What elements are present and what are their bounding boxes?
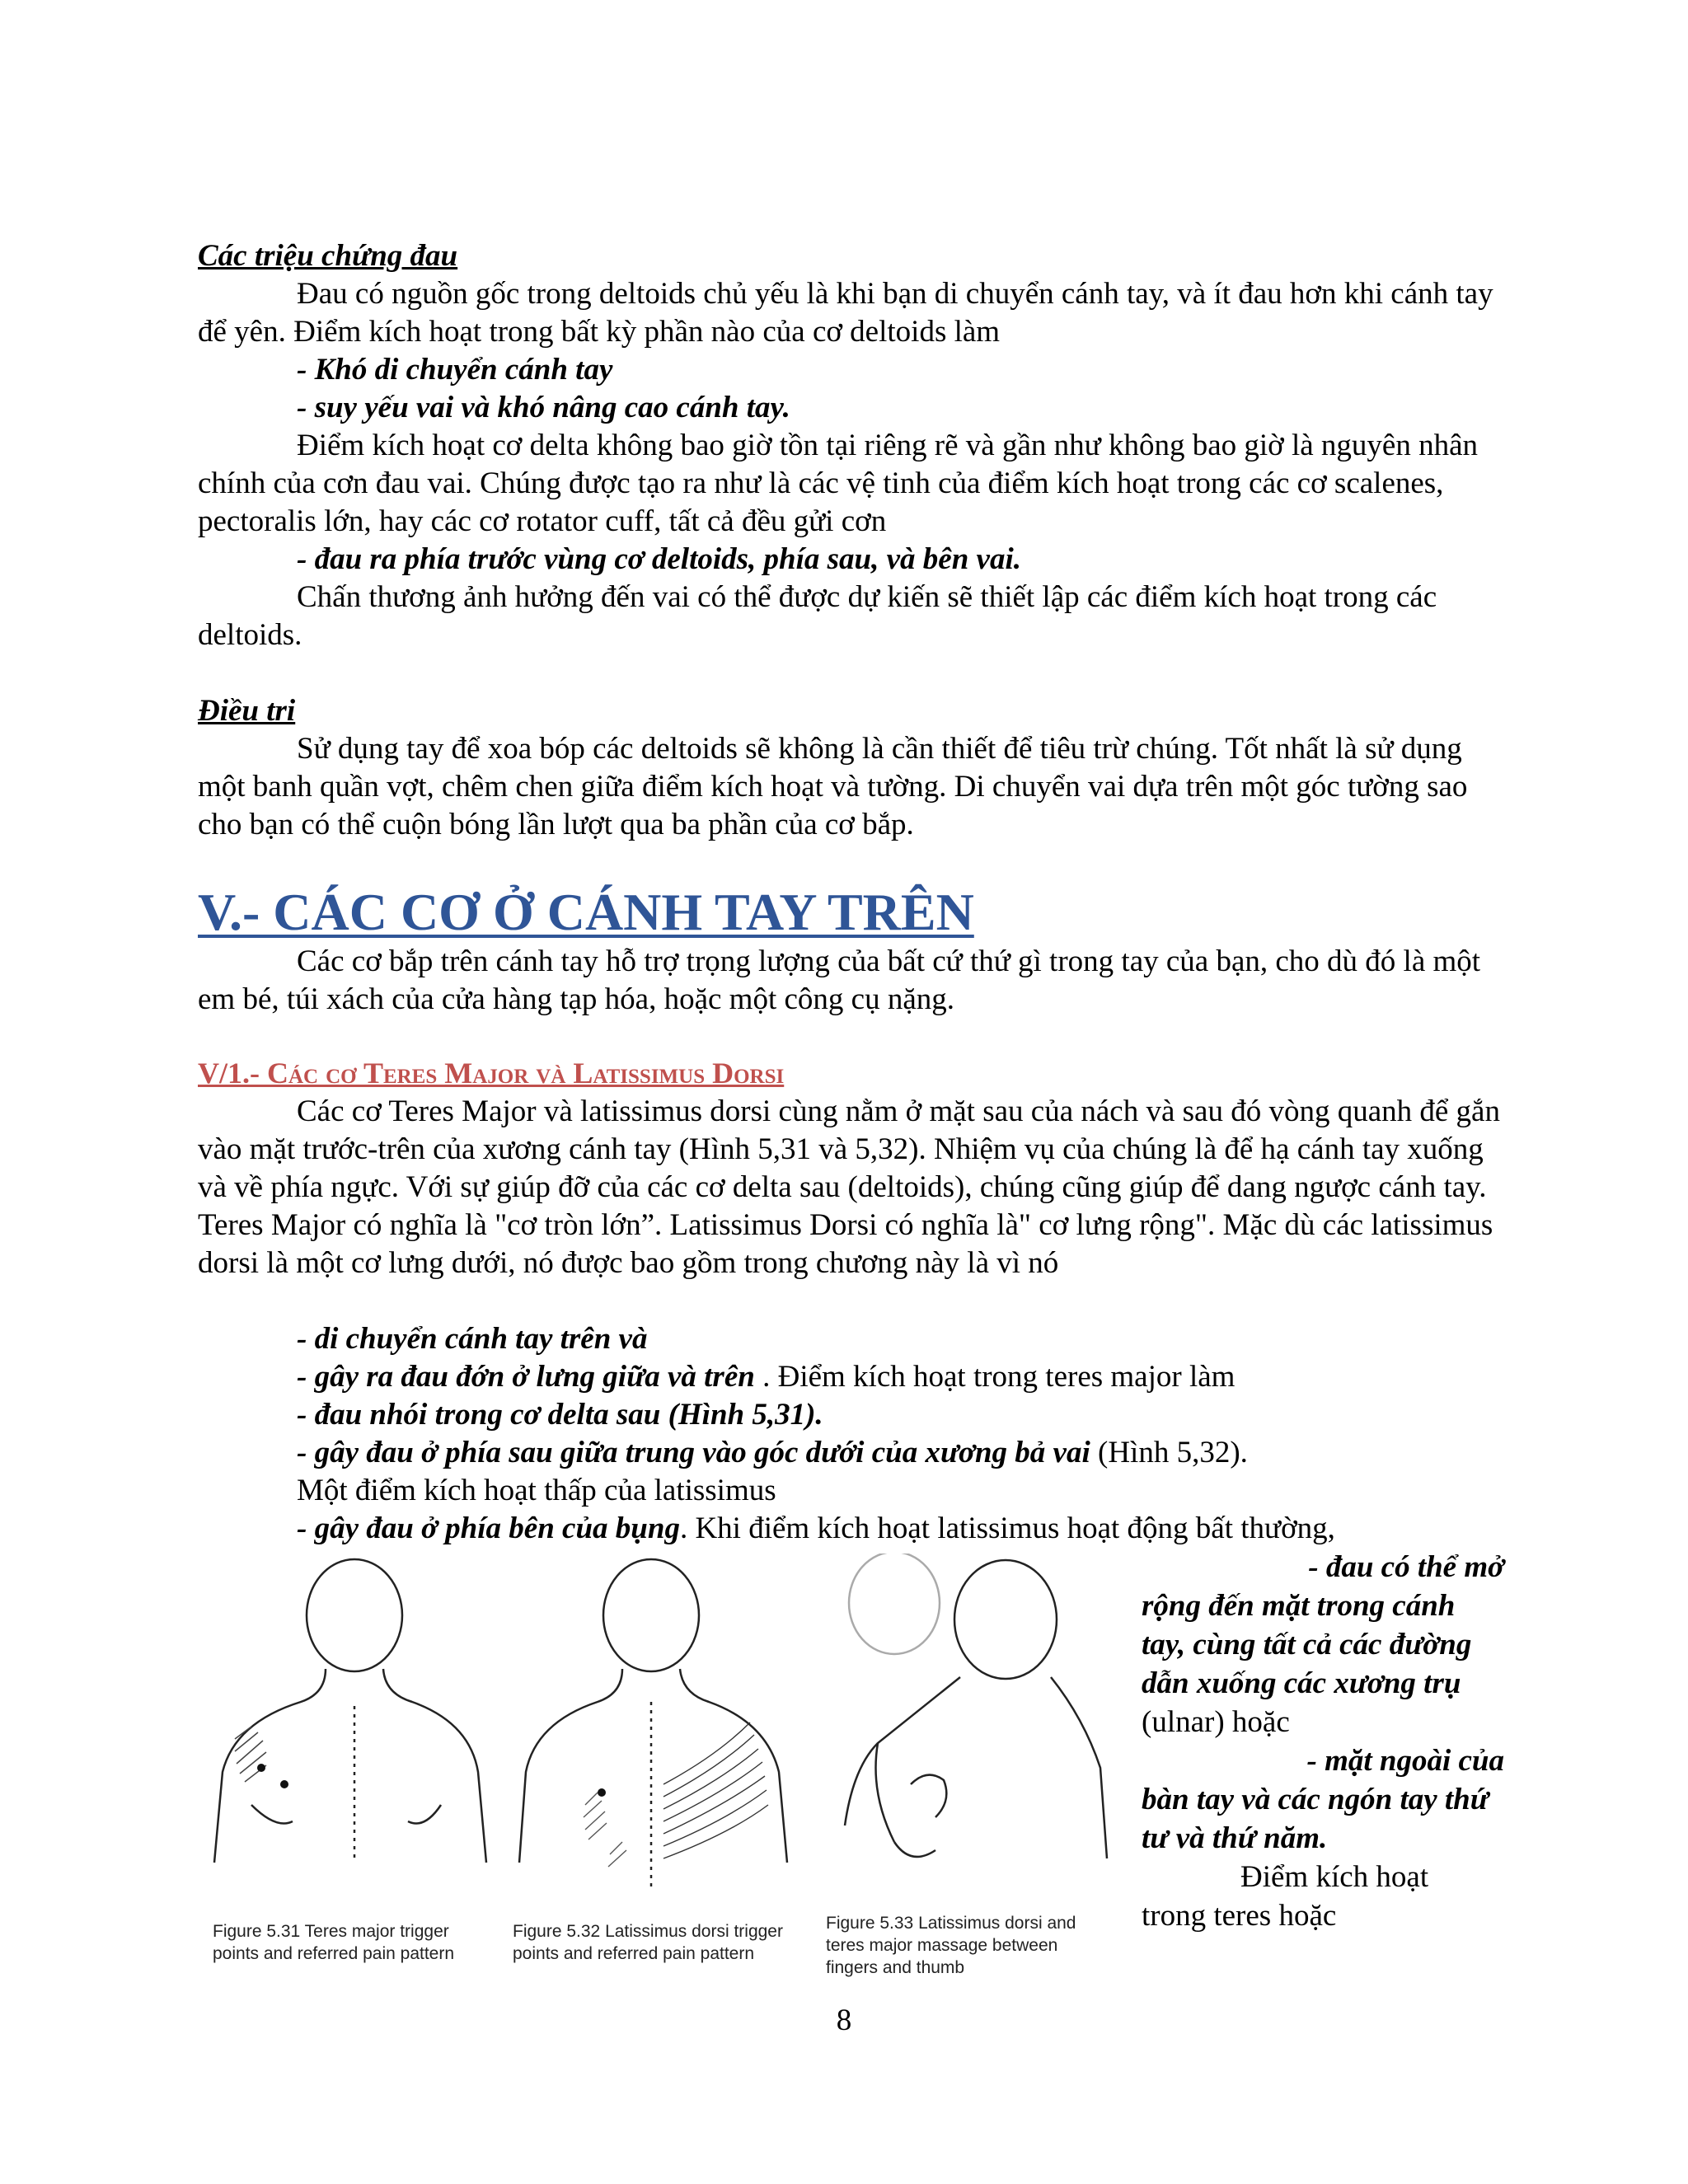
section-title: V.- CÁC CƠ Ở CÁNH TAY TRÊN (198, 883, 974, 941)
side-text-5: Điểm kích hoạt (1240, 1860, 1429, 1894)
figure-5-33-caption: Figure 5.33 Latissimus dorsi and teres major massage between fingers and thumb (826, 1914, 1076, 1977)
subsection-bullet-4: - gây đau ở phía sau giữa trung vào góc dưới của xương bả vai (297, 1436, 1090, 1469)
side-text-2-line (1142, 1586, 1504, 1741)
subsection-bullet-3: - đau nhói trong cơ delta sau (Hình 5,31). (297, 1398, 823, 1432)
side-text-1: - đau có thể mở (1308, 1550, 1504, 1584)
subsection-bullet-2-line (297, 1358, 1500, 1396)
page-number: 8 (836, 2004, 852, 2037)
subsection-bullet-5-tail: . Khi điểm kích hoạt latissimus hoạt động bất thường, (679, 1511, 1335, 1545)
subsection-bullet-5: - gây đau ở phía bên của bụng (297, 1511, 680, 1545)
subsection-paragraph-2: Một điểm kích hoạt thấp của latissimus (297, 1474, 776, 1507)
treatment-paragraph: Sử dụng tay để xoa bóp các deltoids sẽ không là cần thiết để tiêu trừ chúng. Tốt nhất là sử dụng một banh quần vợt, chêm chen giữa điểm kích hoạt và tường. Di chuyển vai dựa trên một góc tường sao cho bạn có thể cuộn bóng lần lượt qua ba phần của cơ bắp. (198, 732, 1468, 841)
subsection-bullet-2: - gây ra đau đớn ở lưng giữa và trên (297, 1360, 755, 1394)
symptoms-bullet-1: - Khó di chuyển cánh tay (297, 353, 613, 387)
subsection-bullet-5-line (297, 1510, 1500, 1548)
subsection-bullet-1: - di chuyển cánh tay trên và (297, 1322, 648, 1356)
figure-5-32-caption: Figure 5.32 Latissimus dorsi trigger points and referred pain pattern (513, 1922, 783, 1963)
figure-5-31-illustration (202, 1558, 499, 1920)
symptoms-bullet-3: - đau ra phía trước vùng cơ deltoids, phía sau, và bên vai. (297, 542, 1022, 576)
treatment-heading: Điều tri (198, 694, 296, 728)
subsection-bullet-4-tail: (Hình 5,32). (1090, 1436, 1248, 1469)
symptoms-paragraph-3: Chấn thương ảnh hưởng đến vai có thể được dự kiến sẽ thiết lập các điểm kích hoạt trong các deltoids. (198, 580, 1437, 652)
side-text-2: rộng đến mặt trong cánh tay, cùng tất cả các đường dẫn xuống các xương trụ (1142, 1589, 1472, 1700)
subsection-title: V/1.- Các cơ Teres Major và Latissimus Dorsi (198, 1057, 785, 1090)
side-text-3: - mặt ngoài của (1306, 1744, 1504, 1778)
symptoms-bullet-2: - suy yếu vai và khó nâng cao cánh tay. (297, 391, 790, 424)
section-intro: Các cơ bắp trên cánh tay hỗ trợ trọng lượng của bất cứ thứ gì trong tay của bạn, cho dù đó là một em bé, túi xách của cửa hàng tạp hóa, hoặc một công cụ nặng. (198, 944, 1481, 1016)
symptoms-paragraph-2: Điểm kích hoạt cơ delta không bao giờ tồn tại riêng rẽ và gần như không bao giờ là nguyên nhân chính của cơn đau vai. Chúng được tạo ra như là các vệ tinh của điểm kích hoạt trong các cơ scalenes, pectoralis lớn, hay các cơ rotator cuff, tất cả đều gửi cơn (198, 429, 1479, 538)
side-text-4: bàn tay và các ngón tay thứ tư và thứ năm. (1142, 1783, 1489, 1855)
side-text-2-tail: (ulnar) hoặc (1142, 1705, 1290, 1739)
figure-5-32-illustration (503, 1558, 808, 1920)
subsection-paragraph-1: Các cơ Teres Major và latissimus dorsi cùng nằm ở mặt sau của nách và sau đó vòng quanh để gắn vào mặt trước-trên của xương cánh tay (Hình 5,31 và 5,32). Nhiệm vụ của chúng là để hạ cánh tay xuống và về phía ngực. Với sự giúp đỡ của các cơ delta sau (deltoids), chúng cũng giúp để dang ngược cánh tay. Teres Major có nghĩa là "cơ tròn lớn”. Latissimus Dorsi có nghĩa là" cơ lưng rộng". Mặc dù các latissimus dorsi là một cơ lưng dưới, nó được bao gồm trong chương này là vì nó (198, 1094, 1500, 1280)
side-column (1142, 1548, 1504, 1935)
figure-5-33-illustration (820, 1554, 1125, 1916)
subsection-bullet-2-tail: . Điểm kích hoạt trong teres major làm (754, 1360, 1236, 1394)
figure-5-31-caption: Figure 5.31 Teres major trigger points and referred pain pattern (213, 1922, 455, 1963)
side-text-6: trong teres hoặc (1142, 1899, 1337, 1933)
symptoms-heading: Các triệu chứng đau (198, 239, 458, 273)
subsection-bullet-4-line (297, 1434, 1500, 1472)
symptoms-paragraph-1: Đau có nguồn gốc trong deltoids chủ yếu là khi bạn di chuyển cánh tay, và ít đau hơn khi cánh tay để yên. Điểm kích hoạt trong bất kỳ phần nào của cơ deltoids làm (198, 277, 1493, 349)
